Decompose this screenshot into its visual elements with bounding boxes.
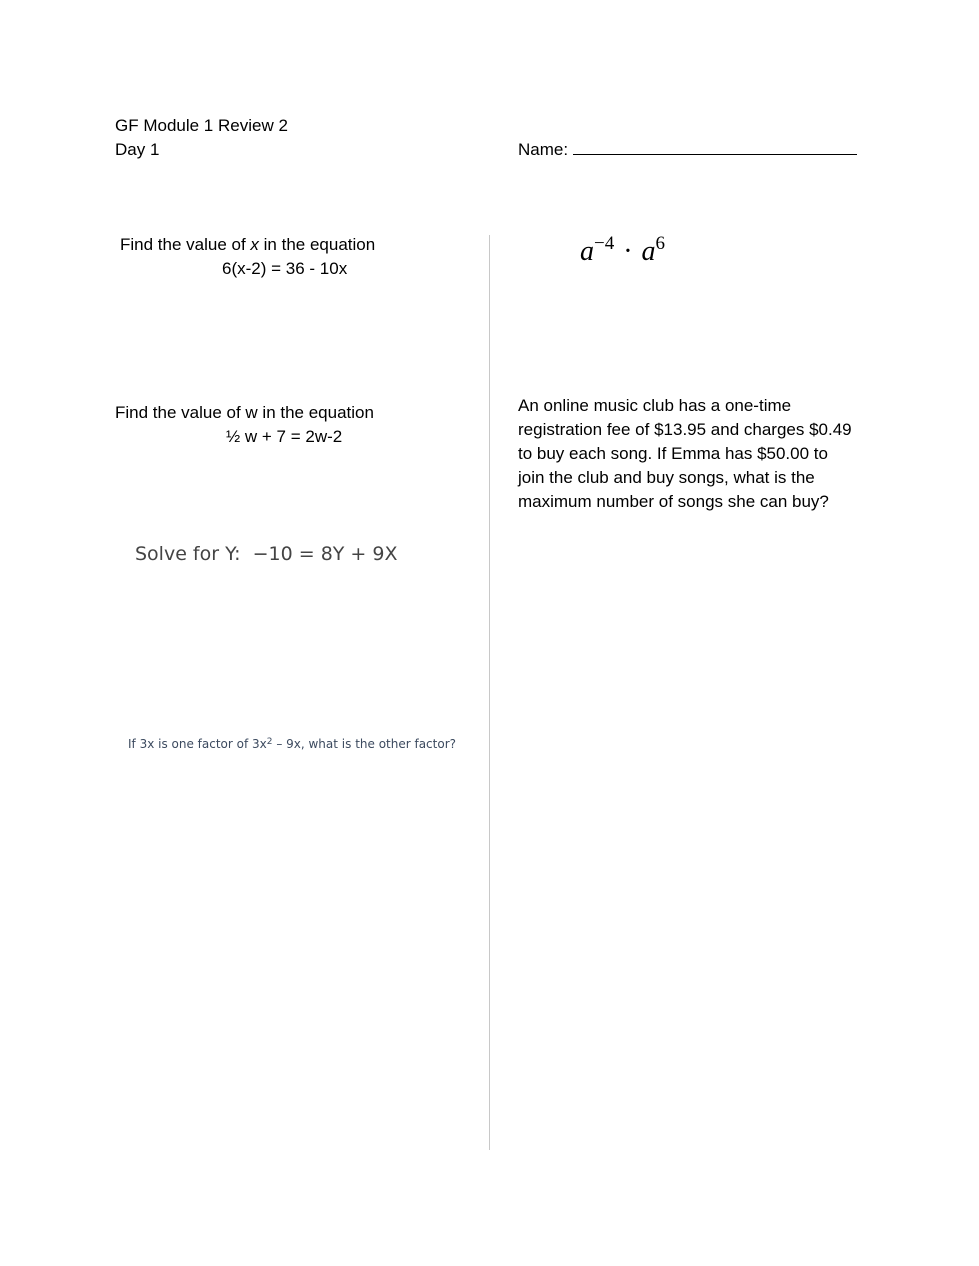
problem-6-word-problem — [518, 394, 868, 514]
problem-1-prompt-start: Find the value of — [120, 235, 251, 254]
name-label: Name: — [518, 140, 569, 159]
problem-5-exponent-1: −4 — [594, 233, 615, 254]
problem-6-line: join the club and buy songs, what is the — [518, 468, 815, 487]
problem-3-label: Solve for Y: — [135, 543, 241, 565]
problem-6-line: registration fee of $13.95 and charges $0.49 — [518, 420, 852, 439]
problem-4-factor-question — [128, 737, 456, 751]
name-field — [518, 138, 857, 162]
problem-6-line: to buy each song. If Emma has $50.00 to — [518, 444, 828, 463]
problem-2-prompt: Find the value of w in the equation — [115, 403, 374, 422]
problem-1-equation: 6(x-2) = 36 - 10x — [222, 259, 348, 278]
name-blank-line — [573, 140, 857, 155]
problem-1-variable: x — [250, 235, 259, 254]
problem-1-prompt — [120, 233, 375, 257]
problem-6-line: An online music club has a one-time — [518, 396, 792, 415]
problem-4-text-end: – 9x, what is the other factor? — [272, 737, 457, 751]
problem-3-solve-for-y — [135, 543, 398, 565]
problem-5-base-1: a — [580, 236, 594, 267]
worksheet-title: GF Module 1 Review 2 — [115, 116, 288, 135]
problem-1-prompt-end: in the equation — [258, 235, 376, 254]
problem-5-exponent-2: 6 — [655, 233, 666, 254]
problem-5-exponent-expression — [580, 233, 666, 268]
problem-5-multiply-dot: · — [623, 236, 633, 267]
problem-2-equation: ½ w + 7 = 2w-2 — [226, 427, 343, 446]
column-divider — [489, 235, 490, 1150]
problem-5-base-2: a — [641, 236, 656, 267]
problem-4-text-start: If 3x is one factor of 3x — [128, 737, 267, 751]
problem-6-line: maximum number of songs she can buy? — [518, 492, 829, 511]
problem-3-equation: −10 = 8Y + 9X — [252, 543, 398, 565]
day-label: Day 1 — [115, 140, 160, 159]
problem-4-exponent: 2 — [266, 737, 273, 747]
